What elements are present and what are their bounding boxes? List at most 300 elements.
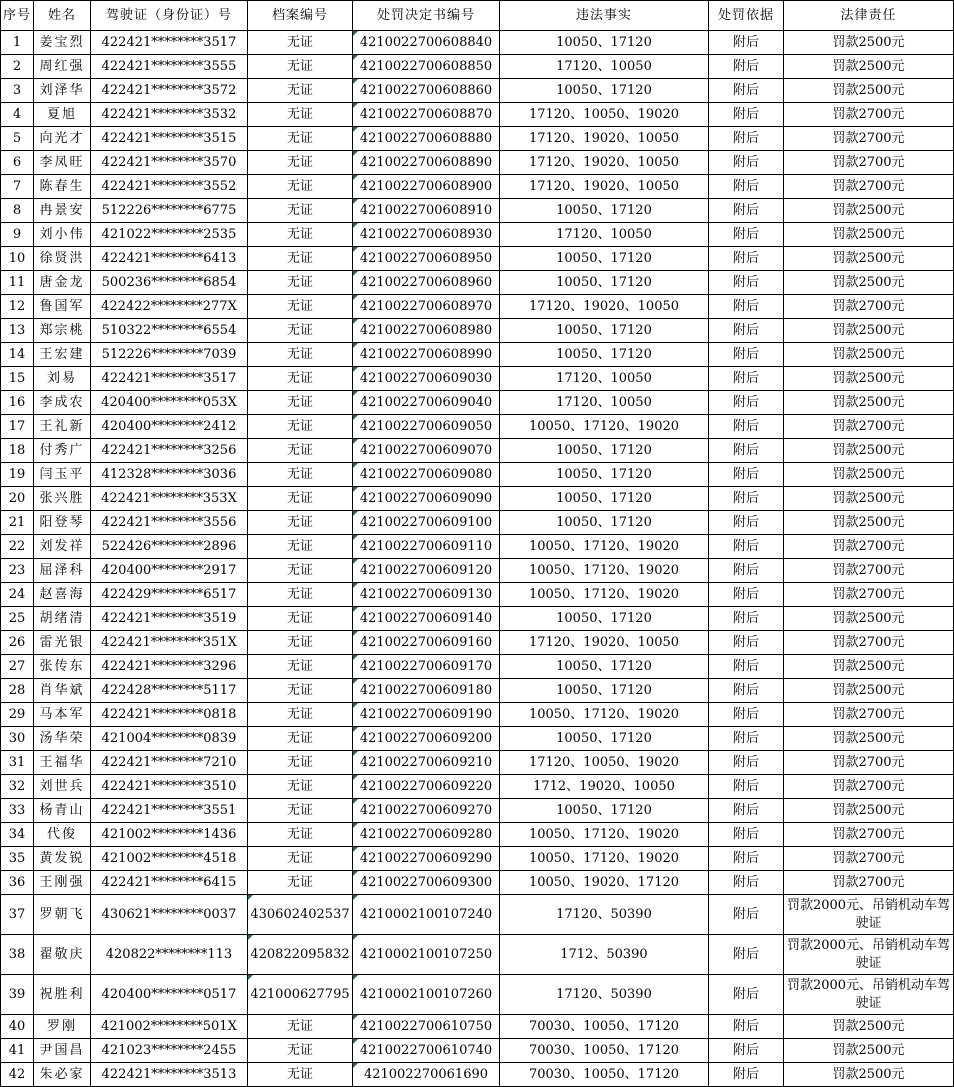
- cell-archive: 无证: [248, 295, 353, 319]
- cell-basis: 附后: [709, 535, 784, 559]
- header-no: 序号: [1, 1, 34, 31]
- cell-basis: 附后: [709, 751, 784, 775]
- cell-license: 522426********2896: [91, 535, 248, 559]
- cell-facts: 10050、17120: [500, 247, 709, 271]
- cell-archive: 无证: [248, 199, 353, 223]
- cell-name: 张传东: [34, 655, 91, 679]
- cell-no: 7: [1, 175, 34, 199]
- cell-no: 14: [1, 343, 34, 367]
- cell-archive: 无证: [248, 247, 353, 271]
- table-row: [1, 871, 954, 895]
- cell-facts: 17120、19020、10050: [500, 175, 709, 199]
- cell-no: 34: [1, 823, 34, 847]
- cell-no: 42: [1, 1063, 34, 1087]
- cell-decision: 4210022700609050: [353, 415, 500, 439]
- cell-facts: 10050、17120: [500, 463, 709, 487]
- cell-facts: 17120、19020、10050: [500, 631, 709, 655]
- cell-archive: 无证: [248, 319, 353, 343]
- cell-decision: 4210002100107240: [353, 895, 500, 935]
- cell-decision: 4210022700609270: [353, 799, 500, 823]
- cell-liability: 罚款2500元: [784, 679, 954, 703]
- header-liability: 法律责任: [784, 1, 954, 31]
- header-basis: 处罚依据: [709, 1, 784, 31]
- cell-liability: 罚款2500元: [784, 655, 954, 679]
- cell-no: 6: [1, 151, 34, 175]
- cell-name: 代俊: [34, 823, 91, 847]
- cell-basis: 附后: [709, 271, 784, 295]
- cell-no: 31: [1, 751, 34, 775]
- cell-decision: 4210022700609110: [353, 535, 500, 559]
- cell-facts: 1712、50390: [500, 935, 709, 975]
- cell-no: 10: [1, 247, 34, 271]
- cell-license: 420400********053X: [91, 391, 248, 415]
- cell-decision: 4210022700609170: [353, 655, 500, 679]
- cell-basis: 附后: [709, 391, 784, 415]
- cell-name: 刘世兵: [34, 775, 91, 799]
- cell-liability: 罚款2700元: [784, 151, 954, 175]
- cell-facts: 10050、17120: [500, 679, 709, 703]
- table-row: [1, 247, 954, 271]
- table-row: [1, 1063, 954, 1087]
- table-row: [1, 343, 954, 367]
- cell-name: 李成农: [34, 391, 91, 415]
- cell-liability: 罚款2500元: [784, 727, 954, 751]
- table-row: [1, 847, 954, 871]
- cell-no: 8: [1, 199, 34, 223]
- table-row: [1, 223, 954, 247]
- cell-name: 付秀广: [34, 439, 91, 463]
- cell-facts: 10050、17120、19020: [500, 847, 709, 871]
- cell-name: 张兴胜: [34, 487, 91, 511]
- table-row: [1, 655, 954, 679]
- cell-basis: 附后: [709, 847, 784, 871]
- cell-name: 刘泽华: [34, 79, 91, 103]
- cell-license: 422421********3556: [91, 511, 248, 535]
- cell-facts: 17120、50390: [500, 895, 709, 935]
- cell-liability: 罚款2700元: [784, 103, 954, 127]
- cell-facts: 10050、17120: [500, 439, 709, 463]
- cell-no: 16: [1, 391, 34, 415]
- cell-liability: 罚款2700元: [784, 847, 954, 871]
- cell-no: 11: [1, 271, 34, 295]
- cell-liability: 罚款2700元: [784, 559, 954, 583]
- cell-liability: 罚款2500元: [784, 343, 954, 367]
- cell-license: 512226********6775: [91, 199, 248, 223]
- cell-no: 13: [1, 319, 34, 343]
- cell-liability: 罚款2500元: [784, 511, 954, 535]
- cell-archive: 无证: [248, 463, 353, 487]
- cell-liability: 罚款2700元: [784, 703, 954, 727]
- cell-no: 12: [1, 295, 34, 319]
- table-row: [1, 319, 954, 343]
- cell-license: 422421********6413: [91, 247, 248, 271]
- cell-liability: 罚款2700元: [784, 175, 954, 199]
- cell-archive: 无证: [248, 703, 353, 727]
- cell-decision: 4210022700609160: [353, 631, 500, 655]
- cell-basis: 附后: [709, 935, 784, 975]
- cell-no: 3: [1, 79, 34, 103]
- cell-decision: 4210022700608960: [353, 271, 500, 295]
- cell-facts: 17120、10050、19020: [500, 751, 709, 775]
- cell-archive: 无证: [248, 439, 353, 463]
- cell-name: 罗朝飞: [34, 895, 91, 935]
- table-row: [1, 679, 954, 703]
- cell-decision: 4210022700608910: [353, 199, 500, 223]
- cell-archive: 无证: [248, 487, 353, 511]
- cell-facts: 10050、17120、19020: [500, 535, 709, 559]
- cell-facts: 10050、17120: [500, 727, 709, 751]
- cell-liability: 罚款2500元: [784, 55, 954, 79]
- cell-liability: 罚款2700元: [784, 583, 954, 607]
- cell-name: 向光才: [34, 127, 91, 151]
- cell-archive: 无证: [248, 55, 353, 79]
- cell-archive: 无证: [248, 367, 353, 391]
- cell-facts: 70030、10050、17120: [500, 1015, 709, 1039]
- cell-liability: 罚款2500元: [784, 1039, 954, 1063]
- cell-license: 422421********3517: [91, 31, 248, 55]
- cell-basis: 附后: [709, 823, 784, 847]
- cell-basis: 附后: [709, 175, 784, 199]
- cell-name: 刘发祥: [34, 535, 91, 559]
- cell-decision: 4210022700609140: [353, 607, 500, 631]
- cell-license: 422421********3517: [91, 367, 248, 391]
- cell-basis: 附后: [709, 559, 784, 583]
- cell-archive: 无证: [248, 151, 353, 175]
- cell-basis: 附后: [709, 319, 784, 343]
- table-row: [1, 607, 954, 631]
- cell-basis: 附后: [709, 1063, 784, 1087]
- cell-liability: 罚款2700元: [784, 823, 954, 847]
- cell-license: 430621********0037: [91, 895, 248, 935]
- cell-license: 422421********6415: [91, 871, 248, 895]
- table-row: [1, 415, 954, 439]
- cell-facts: 10050、17120: [500, 79, 709, 103]
- header-archive: 档案编号: [248, 1, 353, 31]
- cell-facts: 10050、17120、19020: [500, 823, 709, 847]
- table-row: [1, 295, 954, 319]
- cell-basis: 附后: [709, 247, 784, 271]
- cell-archive: 无证: [248, 343, 353, 367]
- cell-facts: 10050、19020、17120: [500, 871, 709, 895]
- cell-facts: 17120、10050: [500, 391, 709, 415]
- table-row: [1, 583, 954, 607]
- cell-archive: 无证: [248, 607, 353, 631]
- cell-liability: 罚款2500元: [784, 367, 954, 391]
- cell-license: 420822********113: [91, 935, 248, 975]
- table-row: [1, 79, 954, 103]
- table-row: [1, 799, 954, 823]
- cell-no: 2: [1, 55, 34, 79]
- cell-basis: 附后: [709, 1039, 784, 1063]
- cell-archive: 无证: [248, 1039, 353, 1063]
- cell-basis: 附后: [709, 727, 784, 751]
- cell-liability: 罚款2500元: [784, 223, 954, 247]
- cell-license: 421004********0839: [91, 727, 248, 751]
- cell-license: 422421********7210: [91, 751, 248, 775]
- cell-license: 422421********3513: [91, 1063, 248, 1087]
- cell-license: 422421********3532: [91, 103, 248, 127]
- cell-decision: 4210022700608860: [353, 79, 500, 103]
- cell-archive: 无证: [248, 415, 353, 439]
- cell-no: 33: [1, 799, 34, 823]
- cell-basis: 附后: [709, 1015, 784, 1039]
- cell-facts: 10050、17120: [500, 271, 709, 295]
- cell-basis: 附后: [709, 975, 784, 1015]
- cell-name: 徐贤洪: [34, 247, 91, 271]
- cell-decision: 421002270061690: [353, 1063, 500, 1087]
- cell-facts: 10050、17120: [500, 799, 709, 823]
- cell-decision: 4210022700608870: [353, 103, 500, 127]
- cell-name: 尹国昌: [34, 1039, 91, 1063]
- cell-decision: 4210022700608880: [353, 127, 500, 151]
- cell-basis: 附后: [709, 463, 784, 487]
- table-row: [1, 631, 954, 655]
- table-row: [1, 703, 954, 727]
- cell-license: 422422********277X: [91, 295, 248, 319]
- cell-license: 422421********3256: [91, 439, 248, 463]
- cell-no: 37: [1, 895, 34, 935]
- cell-facts: 10050、17120: [500, 607, 709, 631]
- cell-basis: 附后: [709, 895, 784, 935]
- cell-basis: 附后: [709, 655, 784, 679]
- cell-facts: 10050、17120: [500, 319, 709, 343]
- cell-liability: 罚款2500元: [784, 439, 954, 463]
- cell-name: 肖华斌: [34, 679, 91, 703]
- cell-archive: 430602402537: [248, 895, 353, 935]
- cell-facts: 10050、17120: [500, 199, 709, 223]
- cell-no: 40: [1, 1015, 34, 1039]
- cell-name: 唐金龙: [34, 271, 91, 295]
- cell-archive: 无证: [248, 1015, 353, 1039]
- cell-archive: 无证: [248, 103, 353, 127]
- cell-license: 422421********3570: [91, 151, 248, 175]
- cell-archive: 无证: [248, 79, 353, 103]
- cell-archive: 无证: [248, 127, 353, 151]
- cell-facts: 10050、17120: [500, 343, 709, 367]
- table-row: [1, 127, 954, 151]
- table-row: [1, 271, 954, 295]
- cell-liability: 罚款2700元: [784, 751, 954, 775]
- cell-no: 1: [1, 31, 34, 55]
- cell-liability: 罚款2700元: [784, 127, 954, 151]
- cell-name: 姜宝烈: [34, 31, 91, 55]
- cell-facts: 17120、10050: [500, 367, 709, 391]
- cell-archive: 无证: [248, 31, 353, 55]
- cell-no: 27: [1, 655, 34, 679]
- cell-license: 422421********0818: [91, 703, 248, 727]
- cell-decision: 4210022700609190: [353, 703, 500, 727]
- cell-basis: 附后: [709, 127, 784, 151]
- cell-basis: 附后: [709, 607, 784, 631]
- cell-license: 510322********6554: [91, 319, 248, 343]
- cell-name: 王刚强: [34, 871, 91, 895]
- cell-license: 422421********3552: [91, 175, 248, 199]
- table-body: [1, 31, 954, 1087]
- cell-liability: 罚款2700元: [784, 415, 954, 439]
- cell-no: 18: [1, 439, 34, 463]
- cell-facts: 17120、10050: [500, 55, 709, 79]
- cell-facts: 17120、19020、10050: [500, 295, 709, 319]
- cell-archive: 无证: [248, 679, 353, 703]
- cell-license: 422421********3519: [91, 607, 248, 631]
- table-row: [1, 55, 954, 79]
- cell-basis: 附后: [709, 31, 784, 55]
- cell-basis: 附后: [709, 679, 784, 703]
- cell-no: 17: [1, 415, 34, 439]
- cell-no: 30: [1, 727, 34, 751]
- cell-liability: 罚款2700元: [784, 535, 954, 559]
- cell-name: 阳登琴: [34, 511, 91, 535]
- cell-name: 王宏建: [34, 343, 91, 367]
- cell-archive: 无证: [248, 631, 353, 655]
- cell-archive: 无证: [248, 511, 353, 535]
- cell-name: 夏旭: [34, 103, 91, 127]
- cell-liability: 罚款2500元: [784, 79, 954, 103]
- cell-name: 罗刚: [34, 1015, 91, 1039]
- cell-no: 4: [1, 103, 34, 127]
- cell-name: 冉景安: [34, 199, 91, 223]
- cell-license: 422421********3296: [91, 655, 248, 679]
- cell-decision: 4210022700609100: [353, 511, 500, 535]
- cell-name: 屈泽科: [34, 559, 91, 583]
- cell-liability: 罚款2500元: [784, 463, 954, 487]
- cell-no: 41: [1, 1039, 34, 1063]
- cell-license: 420400********0517: [91, 975, 248, 1015]
- cell-name: 郑宗桃: [34, 319, 91, 343]
- cell-decision: 4210022700609070: [353, 439, 500, 463]
- table-row: [1, 487, 954, 511]
- cell-license: 500236********6854: [91, 271, 248, 295]
- cell-basis: 附后: [709, 775, 784, 799]
- cell-archive: 421000627795: [248, 975, 353, 1015]
- cell-archive: 无证: [248, 535, 353, 559]
- cell-liability: 罚款2500元: [784, 1015, 954, 1039]
- cell-license: 412328********3036: [91, 463, 248, 487]
- cell-archive: 无证: [248, 799, 353, 823]
- cell-facts: 10050、17120、19020: [500, 583, 709, 607]
- cell-liability: 罚款2700元: [784, 295, 954, 319]
- cell-archive: 无证: [248, 175, 353, 199]
- cell-facts: 17120、10050: [500, 223, 709, 247]
- cell-decision: 4210022700609290: [353, 847, 500, 871]
- cell-basis: 附后: [709, 55, 784, 79]
- table-row: [1, 103, 954, 127]
- cell-license: 512226********7039: [91, 343, 248, 367]
- cell-name: 祝胜利: [34, 975, 91, 1015]
- cell-decision: 4210022700609210: [353, 751, 500, 775]
- cell-name: 王礼新: [34, 415, 91, 439]
- cell-basis: 附后: [709, 583, 784, 607]
- cell-archive: 无证: [248, 559, 353, 583]
- cell-decision: 4210022700608850: [353, 55, 500, 79]
- cell-facts: 10050、17120、19020: [500, 559, 709, 583]
- cell-name: 朱必家: [34, 1063, 91, 1087]
- cell-basis: 附后: [709, 295, 784, 319]
- cell-facts: 17120、50390: [500, 975, 709, 1015]
- cell-name: 马本军: [34, 703, 91, 727]
- cell-basis: 附后: [709, 703, 784, 727]
- table-row: [1, 895, 954, 935]
- cell-license: 422421********3572: [91, 79, 248, 103]
- cell-license: 422421********353X: [91, 487, 248, 511]
- cell-basis: 附后: [709, 79, 784, 103]
- cell-archive: 无证: [248, 775, 353, 799]
- cell-name: 陈春生: [34, 175, 91, 199]
- table-row: [1, 175, 954, 199]
- cell-name: 黄发锐: [34, 847, 91, 871]
- cell-license: 420400********2917: [91, 559, 248, 583]
- cell-license: 421002********1436: [91, 823, 248, 847]
- cell-decision: 4210022700609120: [353, 559, 500, 583]
- cell-license: 421023********2455: [91, 1039, 248, 1063]
- cell-decision: 4210022700608950: [353, 247, 500, 271]
- cell-decision: 4210022700609300: [353, 871, 500, 895]
- cell-decision: 4210022700608900: [353, 175, 500, 199]
- cell-decision: 4210022700609080: [353, 463, 500, 487]
- cell-facts: 10050、17120、19020: [500, 415, 709, 439]
- cell-decision: 4210022700610750: [353, 1015, 500, 1039]
- header-facts: 违法事实: [500, 1, 709, 31]
- cell-license: 422428********5117: [91, 679, 248, 703]
- cell-no: 19: [1, 463, 34, 487]
- cell-liability: 罚款2700元: [784, 775, 954, 799]
- cell-name: 刘易: [34, 367, 91, 391]
- cell-liability: 罚款2500元: [784, 607, 954, 631]
- cell-name: 胡绪清: [34, 607, 91, 631]
- cell-decision: 4210022700608930: [353, 223, 500, 247]
- cell-no: 32: [1, 775, 34, 799]
- cell-name: 周红强: [34, 55, 91, 79]
- cell-facts: 10050、17120: [500, 655, 709, 679]
- cell-decision: 4210022700608980: [353, 319, 500, 343]
- cell-facts: 17120、19020、10050: [500, 151, 709, 175]
- table-row: [1, 559, 954, 583]
- cell-basis: 附后: [709, 871, 784, 895]
- cell-facts: 17120、19020、10050: [500, 127, 709, 151]
- cell-archive: 无证: [248, 823, 353, 847]
- cell-basis: 附后: [709, 103, 784, 127]
- table-row: [1, 823, 954, 847]
- cell-basis: 附后: [709, 487, 784, 511]
- cell-decision: 4210022700608890: [353, 151, 500, 175]
- cell-facts: 70030、10050、17120: [500, 1039, 709, 1063]
- cell-no: 39: [1, 975, 34, 1015]
- cell-archive: 无证: [248, 847, 353, 871]
- cell-decision: 4210022700609220: [353, 775, 500, 799]
- cell-archive: 无证: [248, 271, 353, 295]
- cell-license: 422421********351X: [91, 631, 248, 655]
- cell-no: 28: [1, 679, 34, 703]
- table-row: [1, 975, 954, 1015]
- cell-decision: 4210022700608970: [353, 295, 500, 319]
- cell-license: 421022********2535: [91, 223, 248, 247]
- cell-facts: 10050、17120: [500, 487, 709, 511]
- cell-no: 38: [1, 935, 34, 975]
- cell-liability: 罚款2500元: [784, 1063, 954, 1087]
- cell-license: 422429********6517: [91, 583, 248, 607]
- cell-name: 刘小伟: [34, 223, 91, 247]
- cell-license: 421002********4518: [91, 847, 248, 871]
- table-row: [1, 511, 954, 535]
- cell-decision: 4210022700609200: [353, 727, 500, 751]
- cell-liability: 罚款2700元: [784, 871, 954, 895]
- cell-license: 422421********3510: [91, 775, 248, 799]
- table-row: [1, 751, 954, 775]
- header-name: 姓名: [34, 1, 91, 31]
- cell-facts: 10050、17120: [500, 511, 709, 535]
- table-row: [1, 439, 954, 463]
- cell-liability: 罚款2700元: [784, 631, 954, 655]
